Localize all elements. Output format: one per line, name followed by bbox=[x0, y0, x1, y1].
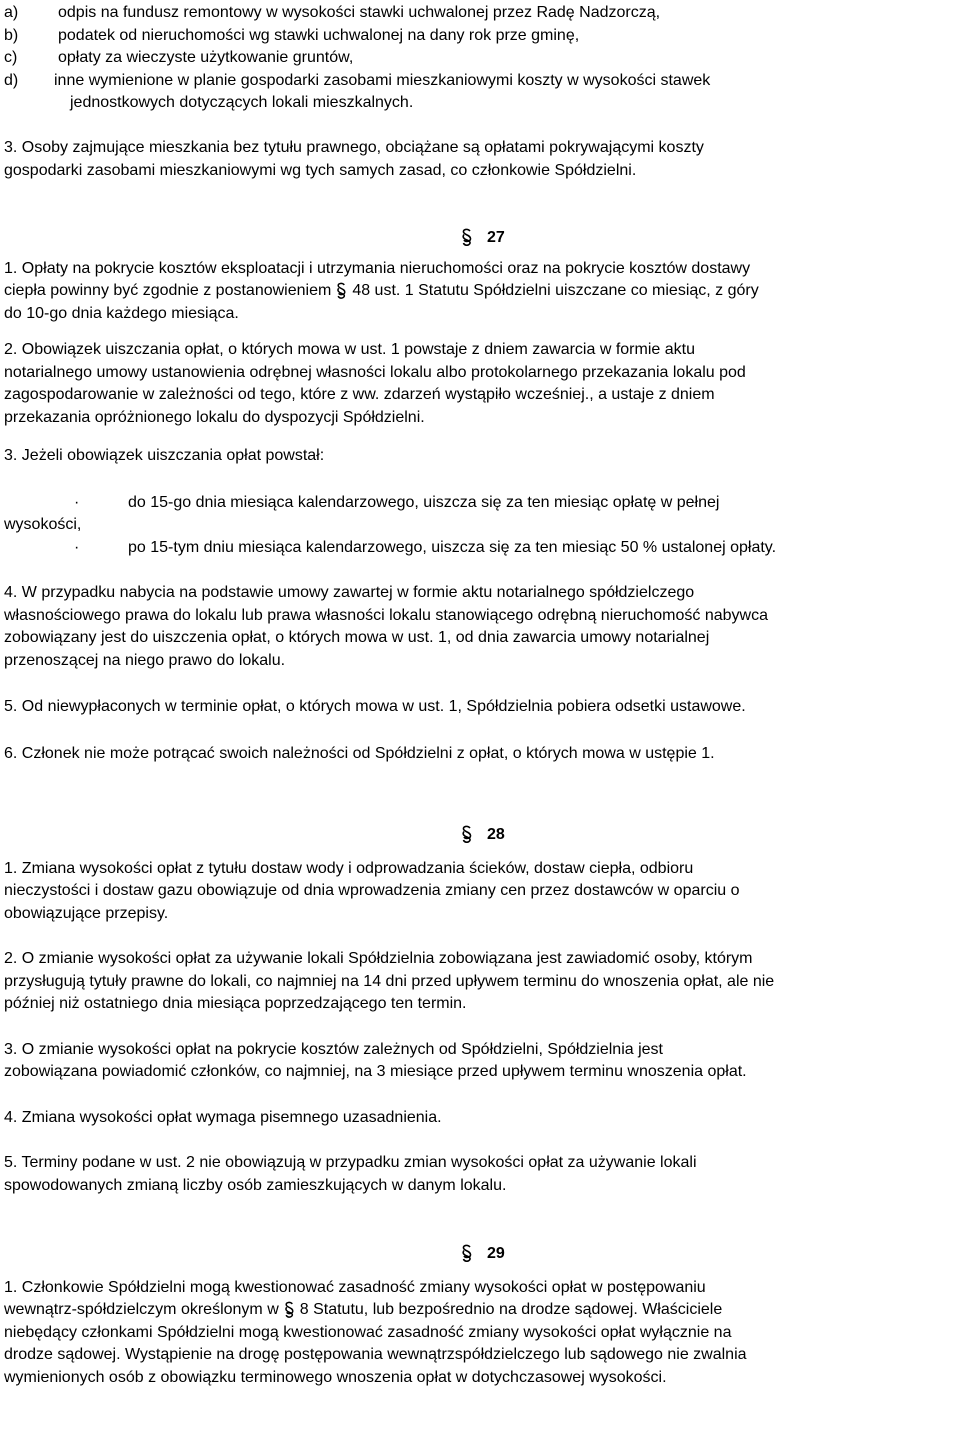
text-line: gospodarki zasobami mieszkaniowymi wg tych samych zasad, co członkowie Spółdzielni. bbox=[4, 161, 637, 179]
s28-paragraph-4: 4. Zmiana wysokości opłat wymaga pisemnego uzasadnienia. bbox=[4, 1108, 442, 1126]
text-span: ciepła powinny być zgodnie z postanowieniem bbox=[4, 282, 332, 299]
text-line bbox=[4, 1299, 954, 1322]
intro-list bbox=[4, 2, 954, 115]
s27-paragraph-3 bbox=[4, 445, 954, 559]
text-line: nieczystości i dostaw gazu obowiązuje od dnia wprowadzenia zmiany cen przez dostawców w oparciu o bbox=[4, 882, 740, 899]
text-line: 2. O zmianie wysokości opłat za używanie lokali Spółdzielnia zobowiązana jest zawiadomić osoby, którym bbox=[4, 950, 753, 967]
text-line: 4. W przypadku nabycia na podstawie umowy zawartej w formie aktu notarialnego spółdzielczego bbox=[4, 584, 695, 601]
paragraph-3 bbox=[4, 137, 954, 182]
list-text: podatek od nieruchomości wg stawki uchwalonej na dany rok prze gminę, bbox=[58, 26, 580, 44]
text-line: notarialnego umowy ustanowienia odrębnej własności lokalu albo protokolarnego przekazania lokalu pod bbox=[4, 363, 746, 381]
text-line: wysokości, bbox=[4, 516, 82, 533]
text-line: przekazania opróżnionego lokalu do dyspozycji Spółdzielni. bbox=[4, 408, 425, 426]
text-line: do 10-go dnia każdego miesiąca. bbox=[4, 304, 239, 322]
text-line: niebędący członkami Spółdzielni mogą kwestionować zasadność zmiany wysokości opłat wyłącznie na bbox=[4, 1323, 732, 1341]
section-sign-icon bbox=[460, 1244, 474, 1262]
text-line: później niż ostatniego dnia miesiąca poprzedzającego ten termin. bbox=[4, 995, 467, 1012]
text-span: 8 Statutu, lub bezpośrednio na drodze sądowej. Właściciele bbox=[299, 1301, 723, 1318]
section-heading-28 bbox=[4, 824, 954, 847]
section-sign-icon bbox=[460, 825, 474, 843]
s27-paragraph-4 bbox=[4, 582, 954, 672]
list-item-b bbox=[4, 25, 954, 48]
list-text: odpis na fundusz remontowy w wysokości stawki uchwalonej przez Radę Nadzorczą, bbox=[58, 4, 661, 21]
text-span: wewnątrz-spółdzielczym określonym w bbox=[4, 1301, 279, 1318]
list-item-a bbox=[4, 2, 954, 25]
s28-paragraph-2 bbox=[4, 948, 954, 1016]
text-line: obowiązujące przepisy. bbox=[4, 904, 169, 922]
text-span: do 15-go dnia miesiąca kalendarzowego, uiszcza się za ten miesiąc opłatę w pełnej bbox=[128, 493, 720, 511]
section-number: 27 bbox=[487, 229, 505, 246]
text-line: 3. Osoby zajmujące mieszkania bez tytułu prawnego, obciążane są opłatami pokrywającymi koszty bbox=[4, 139, 704, 156]
s27-paragraph-2 bbox=[4, 339, 954, 429]
text-line: wymienionych osób z obowiązku terminowego wnoszenia opłat w dotychczasowej wysokości. bbox=[4, 1368, 667, 1386]
list-label: a) bbox=[4, 4, 19, 21]
s29-paragraph-1 bbox=[4, 1277, 954, 1390]
list-item-d bbox=[4, 70, 954, 93]
bullet-item bbox=[4, 537, 954, 560]
text-line: 5. Terminy podane w ust. 2 nie obowiązują w przypadku zmian wysokości opłat za używanie lokali bbox=[4, 1154, 697, 1171]
text-line: 3. Jeżeli obowiązek uiszczania opłat powstał: bbox=[4, 447, 325, 464]
list-text: inne wymienione w planie gospodarki zasobami mieszkaniowymi koszty w wysokości stawek bbox=[54, 71, 711, 89]
bullet-item bbox=[4, 492, 954, 515]
list-label: d) bbox=[4, 71, 19, 89]
list-text: opłaty za wieczyste użytkowanie gruntów, bbox=[58, 49, 354, 66]
section-number: 28 bbox=[487, 826, 505, 843]
text-line: zobowiązany jest do uiszczenia opłat, o których mowa w ust. 1, od dnia zawarcia umowy notarialnej bbox=[4, 629, 710, 646]
s27-paragraph-5: 5. Od niewypłaconych w terminie opłat, o których mowa w ust. 1, Spółdzielnia pobiera odsetki ustawowe. bbox=[4, 698, 746, 715]
text-line: 1. Opłaty na pokrycie kosztów eksploatacji i utrzymania nieruchomości oraz na pokrycie kosztów dostawy bbox=[4, 259, 751, 277]
text-line: przysługują tytuły prawne do lokali, co najmniej na 14 dni przed upływem terminu do wnoszenia opłat, ale nie bbox=[4, 972, 775, 990]
list-item-d-continuation: jednostkowych dotyczących lokali mieszkalnych. bbox=[70, 94, 414, 111]
section-heading-29 bbox=[4, 1243, 954, 1266]
document-page bbox=[4, 2, 954, 1389]
text-span: po 15-tym dniu miesiąca kalendarzowego, uiszcza się za ten miesiąc 50 % ustalonej opłaty. bbox=[128, 538, 777, 556]
section-number: 29 bbox=[487, 1245, 505, 1262]
list-item-c bbox=[4, 47, 954, 70]
bullet: · bbox=[74, 538, 80, 556]
list-label: c) bbox=[4, 49, 18, 66]
text-line: zagospodarowanie w zależności od tego, które z ww. zdarzeń wystąpiło wcześniej., a ustaje z dniem bbox=[4, 386, 715, 403]
text-line: 1. Członkowie Spółdzielni mogą kwestionować zasadność zmiany wysokości opłat w postępowaniu bbox=[4, 1278, 706, 1296]
s27-paragraph-1 bbox=[4, 258, 954, 326]
s28-paragraph-3 bbox=[4, 1039, 954, 1084]
text-line: zobowiązana powiadomić członków, co najmniej, na 3 miesiące przed upływem terminu wnoszenia opłat. bbox=[4, 1063, 747, 1080]
section-sign-icon bbox=[283, 1301, 296, 1318]
text-line: drodze sądowej. Wystąpienie na drogę postępowania wewnątrzspółdzielczego lub sądowego nie zwalnia bbox=[4, 1346, 747, 1363]
text-span: 48 ust. 1 Statutu Spółdzielni uiszczane co miesiąc, z góry bbox=[352, 282, 759, 299]
s28-paragraph-5 bbox=[4, 1152, 954, 1197]
text-line: 2. Obowiązek uiszczania opłat, o których mowa w ust. 1 powstaje z dniem zawarcia w formie aktu bbox=[4, 341, 695, 358]
text-line: 1. Zmiana wysokości opłat z tytułu dostaw wody i odprowadzania ścieków, dostaw ciepła, odbioru bbox=[4, 859, 694, 877]
text-line: spowodowanych zmianą liczby osób zamieszkujących w danym lokalu. bbox=[4, 1176, 507, 1194]
text-line: własnościowego prawa do lokalu lub prawa własności lokalu stanowiącego odrębną nieruchomość nabywca bbox=[4, 606, 768, 624]
list-label: b) bbox=[4, 26, 19, 44]
section-sign-icon bbox=[460, 228, 474, 246]
section-sign-icon bbox=[335, 282, 348, 299]
text-line: przenoszącej na niego prawo do lokalu. bbox=[4, 651, 286, 669]
bullet: · bbox=[74, 493, 80, 511]
s28-paragraph-1 bbox=[4, 858, 954, 926]
text-line: 3. O zmianie wysokości opłat na pokrycie kosztów zależnych od Spółdzielni, Spółdzielnia jest bbox=[4, 1040, 663, 1058]
text-line bbox=[4, 280, 954, 303]
section-heading-27 bbox=[4, 227, 954, 250]
s27-paragraph-6: 6. Członek nie może potrącać swoich należności od Spółdzielni z opłat, o których mowa w ustępie 1. bbox=[4, 744, 715, 762]
